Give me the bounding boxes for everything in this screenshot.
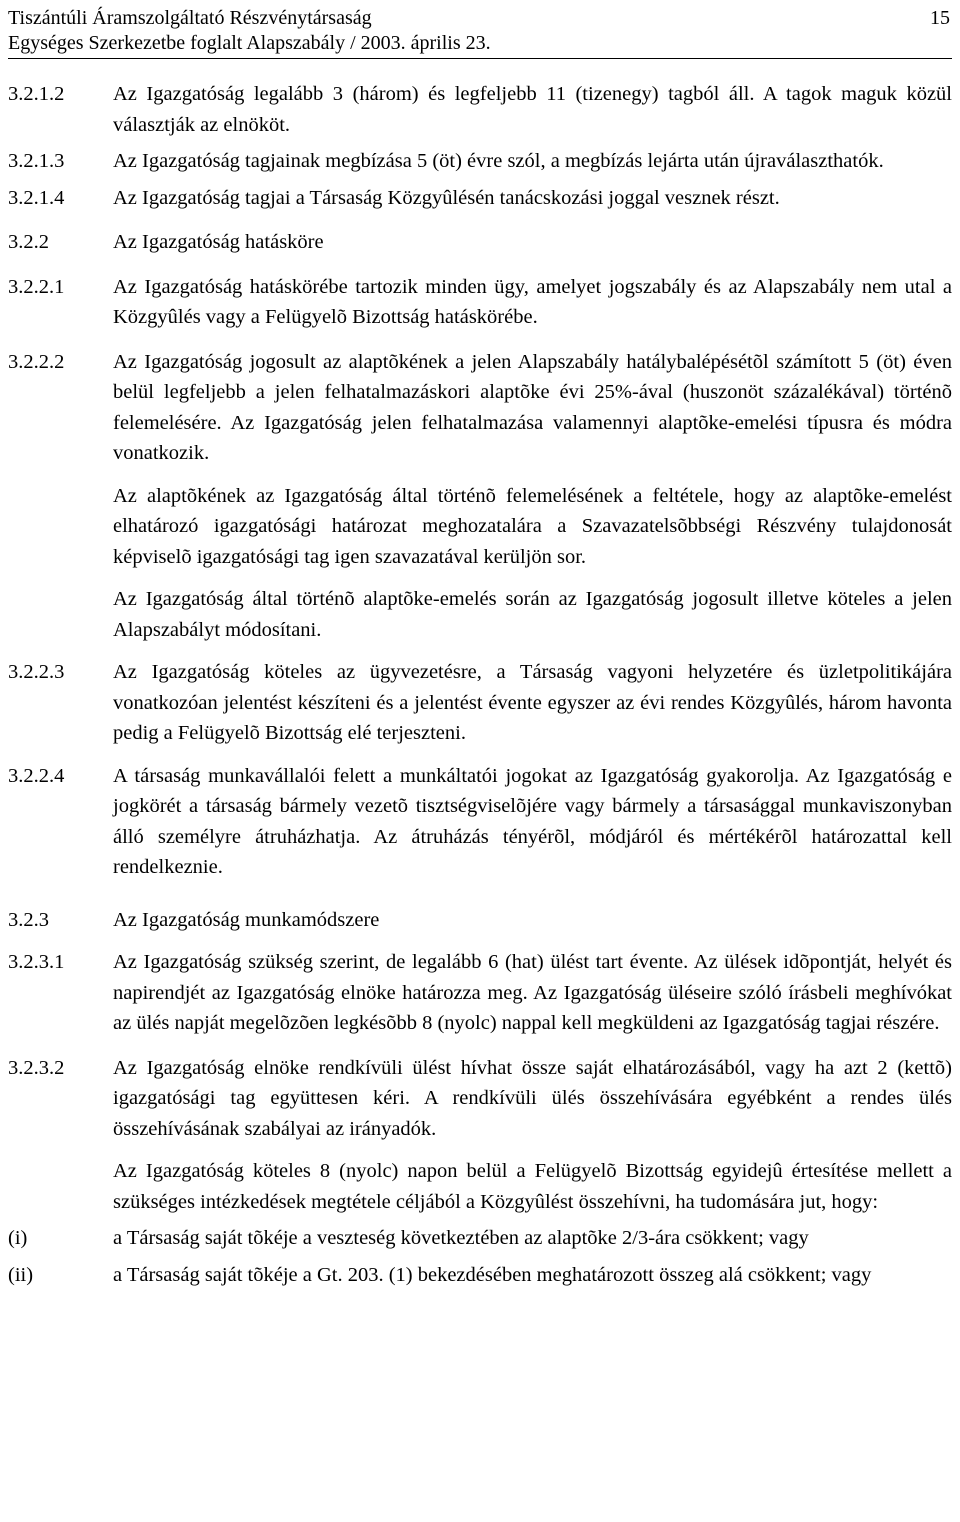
section-3-2-2-2 [8, 347, 952, 469]
section-text: Az Igazgatóság tagjai a Társaság Közgyûlésén tanácskozási joggal vesznek részt. [113, 186, 780, 209]
section-number: 3.2.3 [8, 908, 49, 931]
section-number: 3.2.2.1 [8, 275, 65, 298]
section-3-2-3-heading [8, 905, 952, 936]
section-text: Az Igazgatóság szükség szerint, de legalább 6 (hat) ülést tart évente. Az ülések idõpontját, helyét és napirendjét az Igazgatóság elnöke határozza meg. Az Igazgatóság üléseire szóló írásbeli meghívókat az ülés napját megelõzõen legkésõbb 8 (nyolc) nappal kell megküldeni az Igazgatóság tagjai részére. [113, 951, 952, 1034]
section-3-2-1-3 [8, 146, 952, 177]
section-heading: Az Igazgatóság hatásköre [113, 231, 324, 253]
section-number: 3.2.1.4 [8, 186, 65, 209]
document-body [8, 79, 952, 1290]
page-number: 15 [930, 7, 950, 29]
section-text: Az Igazgatóság tagjainak megbízása 5 (öt) évre szól, a megbízás lejárta után újraválaszthatók. [113, 150, 884, 172]
list-marker: (i) [8, 1227, 28, 1249]
section-heading: Az Igazgatóság munkamódszere [113, 908, 380, 931]
page-header [8, 6, 952, 56]
section-3-2-3-2 [8, 1053, 952, 1145]
list-item-text: a Társaság saját tõkéje a veszteség következtében az alaptõke 2/3-ára csökkent; vagy [113, 1227, 809, 1249]
section-3-2-2-heading [8, 227, 952, 258]
section-3-2-2-3 [8, 657, 952, 749]
section-text: Az Igazgatóság legalább 3 (három) és legfeljebb 11 (tizenegy) tagból áll. A tagok maguk közül választják az elnököt. [113, 83, 952, 136]
section-text: Az Igazgatóság jogosult az alaptõkének a jelen Alapszabály hatálybalépésétõl számított 5 (öt) éven belül legfeljebb a jelen felhatalmazáskori alaptõke évi 25%-ával (huszonöt százalékával) történõ felemelésére. Az Igazgatóság jelen felhatalmazása valamennyi alaptõke-emelési típusra és módra vonatkozik. [113, 350, 952, 464]
section-number: 3.2.2.4 [8, 764, 65, 787]
section-text: Az Igazgatóság köteles az ügyvezetésre, a Társaság vagyoni helyzetére és üzletpolitikájára vonatkozóan jelentést készíteni és a jelentést évente egyszer az évi rendes Közgyûlés, három havonta pedig a Felügyelõ Bizottság elé terjeszteni. [113, 661, 952, 744]
section-3-2-1-4 [8, 183, 952, 214]
section-3-2-1-2 [8, 79, 952, 140]
paragraph-articles-amendment: Az Igazgatóság által történõ alaptõke-emelés során az Igazgatóság jogosult illetve köteles a jelen Alapszabályt módosítani. [113, 588, 952, 641]
section-3-2-2-1 [8, 272, 952, 333]
list-item-i [8, 1223, 952, 1254]
list-item-ii [8, 1260, 952, 1291]
section-number: 3.2.2.2 [8, 350, 65, 373]
header-document-title: Egységes Szerkezetbe foglalt Alapszabály / 2003. április 23. [8, 32, 491, 54]
paragraph-capital-increase-condition: Az alaptõkének az Igazgatóság által történõ felemelésének a feltétele, hogy az alaptõke-emelést elhatározó igazgatósági határozat meghozatalára a Szavazatelsõbbségi Részvény tulajdonosát képviselõ igazgatósági tag igen szavazatával kerüljön sor. [113, 484, 952, 568]
section-number: 3.2.1.3 [8, 150, 65, 172]
list-item-text: a Társaság saját tõkéje a Gt. 203. (1) bekezdésében meghatározott összeg alá csökkent; vagy [113, 1263, 872, 1286]
section-number: 3.2.2 [8, 231, 49, 253]
section-number: 3.2.3.1 [8, 951, 65, 973]
section-number: 3.2.2.3 [8, 661, 65, 683]
section-3-2-3-1 [8, 947, 952, 1039]
section-text: Az Igazgatóság elnöke rendkívüli ülést hívhat össze saját elhatározásából, vagy ha azt 2 (kettõ) igazgatósági tag együttesen kéri. A rendkívüli ülés összehívására egyébként a rendes ülés összehívásának szabályai az irányadók. [113, 1056, 952, 1140]
header-divider [8, 58, 952, 59]
section-3-2-2-4 [8, 761, 952, 883]
section-number: 3.2.3.2 [8, 1056, 65, 1079]
list-marker: (ii) [8, 1263, 34, 1286]
section-number: 3.2.1.2 [8, 83, 65, 105]
section-text: Az Igazgatóság hatáskörébe tartozik minden ügy, amelyet jogszabály és az Alapszabály nem utal a Közgyûlés vagy a Felügyelõ Bizottság hatáskörébe. [113, 275, 952, 328]
paragraph-general-meeting-convening: Az Igazgatóság köteles 8 (nyolc) napon belül a Felügyelõ Bizottság egyidejû értesítése mellett a szükséges intézkedések megtétele céljából a Közgyûlést összehívni, ha tudomására jut, hogy: [113, 1160, 952, 1213]
section-text: A társaság munkavállalói felett a munkáltatói jogokat az Igazgatóság gyakorolja. Az Igazgatóság e jogkörét a társaság bármely vezetõ tisztségviselõjére vagy bármely a társasággal munkaviszonyban álló személyre átruházhatja. Az átruházás tényérõl, módjáról és mértékérõl határozattal kell rendelkeznie. [113, 764, 952, 878]
header-company: Tiszántúli Áramszolgáltató Részvénytársaság [8, 7, 372, 29]
